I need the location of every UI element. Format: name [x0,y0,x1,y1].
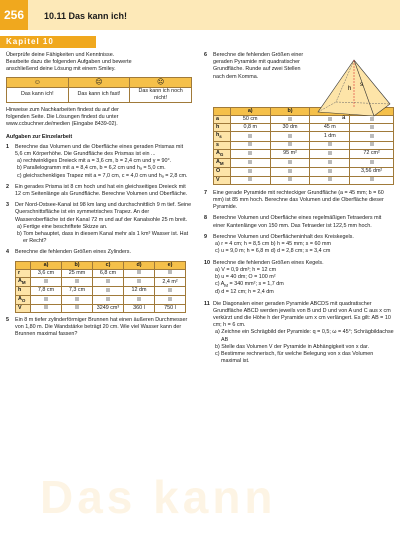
table-cell: h [214,124,231,132]
table-cell [230,132,270,141]
table-cell [155,295,186,304]
left-column [6,52,192,343]
table-cell [230,141,270,149]
table-cell [350,141,394,149]
table-cell [124,295,155,304]
pyramid-diagram-icon [312,56,396,120]
table-cell [350,176,394,184]
table-row [214,176,394,184]
task-11: 11 Die Diagonalen einer geraden Pyramide ABCDS mit quadratischer Grundfläche ABCD werden jeweils von B und D und von A und C aus x cm verkürzt und die Höhe h der Pyramide um x cm verlängert. Es gilt: AB = 10 cm; h = 6 cm. a) Zeichne ein Schrägbild der Pyramide: q = 0,5; ω = 45°; Schrägbildachse AB b) Stelle das Volumen V der Pyramide in Abhängigkeit von x dar. c) Bestimme rechnerisch, für welche Belegung von x das Volumen maximal ist. [204,300,394,365]
pyramid-s-label: s [360,82,363,88]
table-row [214,132,394,141]
table-cell [310,176,350,184]
table-header: c) [93,261,124,269]
task-2: 2 Ein gerades Prisma ist 8 cm hoch und hat ein gleichseitiges Dreieck mit 12 cm Seitenlänge als Grundfläche. Berechne Volumen und Oberfläche. [6,183,188,198]
cylinder-table [15,261,186,313]
task-5: 5 Ein 8 m tiefer zylinderförmiger Brunnen hat einen äußeren Durchmesser von 1,80 m. Die Wandstärke beträgt 20 cm. Wie viel Wasser kann der Brunnen maximal fassen? [6,317,188,338]
task-3: 3 Der Nord-Ostsee-Kanal ist 98 km lang und durchschnittlich 9 m tief. Seine Querschnittsfläche ist ein symmetrisches Trapez. An der Wasseroberfläche ist der Kanal 72 m und auf der Kanalsohle 25 m breit. a) Fertige eine beschriftete Skizze an. b) Tom behauptet, dass in diesem Kanal mehr als 1 km³ Wasser ist. Hat er Recht? [6,202,192,245]
table-cell [230,149,270,158]
pyramid-a-label: a [342,115,346,120]
table-cell: V [214,176,231,184]
smiley-label: Das kann ich! [7,87,69,102]
table-cell [124,278,155,287]
table-cell: 3,6 cm [31,269,62,277]
table-cell [124,269,155,277]
table-header: b) [270,107,310,115]
table-cell: $A_M$ [214,159,231,168]
page-number: 256 [0,0,28,30]
table-cell [350,124,394,132]
table-row [16,295,186,304]
chapter-label: Kapitel 10 [0,36,96,48]
table-cell: 1 dm [310,132,350,141]
table-row [214,124,394,132]
table-header: e) [155,261,186,269]
table-cell [31,304,62,312]
table-cell: $h_s$ [214,132,231,141]
table-cell [230,168,270,176]
table-cell [93,278,124,287]
table-cell: V [16,304,31,312]
table-cell: r [16,269,31,277]
table-cell [62,278,93,287]
table-cell [350,132,394,141]
table-cell: 750 l [155,304,186,312]
table-cell [31,295,62,304]
table-cell: $A_G$ [214,149,231,158]
hint-text: Hinweise zum Nachkarbeiten findest du auf der folgenden Seite. Die Lösungen findest du unter www.ccbuchner.de/medien (Eingabe 8439-02). [6,107,119,128]
task-7: 7 Eine gerade Pyramide mit rechteckiger Grundfläche (a = 45 mm; b = 60 mm) ist 85 mm hoch. Berechne das Volumen und die Oberfläche dieser Pyramide. [204,189,384,211]
table-cell [270,116,310,124]
table-cell: $A_O$ [16,295,31,304]
table-cell: $A_M$ [16,278,31,287]
table-cell: 7,3 cm [62,287,93,295]
table-cell: 360 l [124,304,155,312]
table-header: d) [124,261,155,269]
table-cell [93,287,124,295]
table-cell [62,295,93,304]
table-header: a) [31,261,62,269]
table-cell: a [214,116,231,124]
table-cell: 50 cm [230,116,270,124]
table-cell [93,295,124,304]
table-cell [31,278,62,287]
table-row [214,159,394,168]
table-cell [155,269,186,277]
table-header: a) [230,107,270,115]
smiley-sad-icon: ☹ [130,77,192,87]
table-cell [270,141,310,149]
task-9: 9 Berechne Volumen und Oberflächeninhalt des Kreiskegels. a) r = 4 cm; h = 8,5 cm b) h = 45 mm; s = 60 mm c) u = 9,0 m; h = 6,8 m d) d = 2,8 cm; s = 3,4 cm [204,233,354,255]
table-cell: 7,8 cm [31,287,62,295]
table-cell: 0,8 m [230,124,270,132]
section-title: 10.11 Das kann ich! [44,11,128,21]
table-cell: h [16,287,31,295]
table-cell: 3,56 dm² [350,168,394,176]
table-cell [310,149,350,158]
table-cell [155,287,186,295]
table-cell: 25 mm [62,269,93,277]
table-cell: 6,8 cm [93,269,124,277]
table-cell: 45 m [310,124,350,132]
table-cell [270,176,310,184]
watermark: Das kann [40,471,277,523]
table-cell: 3249 cm³ [93,304,124,312]
smiley-table [6,77,192,103]
table-cell: 95 m² [270,149,310,158]
table-row [16,304,186,312]
task-10: 10 Berechne die fehlenden Größen eines Kegels. a) V = 0,9 dm³; h = 12 cm b) u = 40 dm; O = 100 m² c) $A_M = 340$ mm²; s = 1,7 dm d) d = 12 cm; h = 2,4 dm [204,259,324,296]
table-cell [230,159,270,168]
table-cell [230,176,270,184]
task-4: 4 Berechne die fehlenden Größen eines Zylinders. [6,249,131,256]
pyramid-h-label: h [348,86,352,92]
table-cell [310,159,350,168]
table-cell: 72 cm² [350,149,394,158]
table-header: b) [62,261,93,269]
table-cell [270,168,310,176]
smiley-label: Das kann ich noch nicht! [130,87,192,102]
table-cell [310,141,350,149]
table-header [16,261,31,269]
table-cell: s [214,141,231,149]
table-cell [270,132,310,141]
table-row [214,141,394,149]
table-cell [270,159,310,168]
table-cell [62,304,93,312]
table-row [16,287,186,295]
table-header [214,107,231,115]
table-cell: 12 dm [124,287,155,295]
smiley-label: Das kann ich fast! [68,87,130,102]
table-cell [350,159,394,168]
table-cell: 2,4 m² [155,278,186,287]
table-row [214,168,394,176]
table-row [16,269,186,277]
table-cell: 30 dm [270,124,310,132]
table-cell [310,168,350,176]
single-work-heading: Aufgaben zur Einzelarbeit [6,133,73,140]
smiley-neutral-icon: ☹ [68,77,130,87]
table-row [214,149,394,158]
task-1: 1 Berechne das Volumen und die Oberfläche eines geraden Prismas mit 5,6 cm Körperhöhe. Die Grundfläche des Prismas ist ein ... a) rechtwinkliges Dreieck mit a = 3,6 cm, b = 2,4 cm und γ = 90°. b) Parallelogramm mit a = 8,4 cm, b = 6,2 cm und hₐ = 5,0 cm. c) gleichschenkliges Trapez mit a = 7,0 cm, c = 4,0 cm und hₐ = 2,8 cm. [6,143,188,179]
task-6: 6 Berechne die fehlenden Größen einer geraden Pyramide mit quadratischer Grundfläche. Runde auf zwei Stellen nach dem Komma. [204,52,304,80]
table-cell: O [214,168,231,176]
smiley-happy-icon: ☺ [7,77,69,87]
intro-text: Überprüfe deine Fähigkeiten und Kenntnisse. Bearbeite dazu die folgenden Aufgaben und bewerte anschließend deine Lösung mit einem Smiley. [6,52,132,73]
task-8: 8 Berechne Volumen und Oberfläche eines regelmäßigen Tetraeders mit einer Kantenlänge von 150 mm. Das Tetraeder ist 122,5 mm hoch. [204,215,382,229]
table-row [16,278,186,287]
